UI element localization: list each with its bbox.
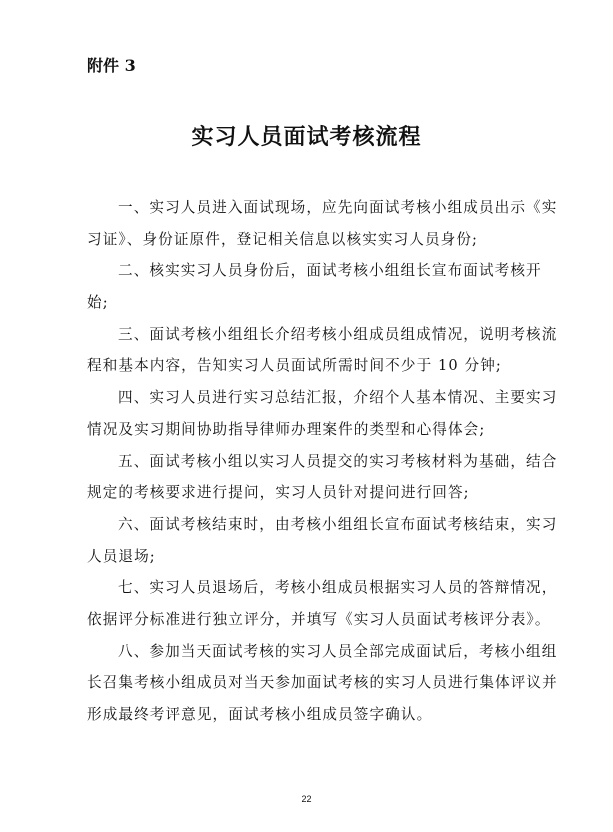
document-body bbox=[87, 196, 558, 735]
page-number: 22 bbox=[301, 794, 312, 804]
paragraph-line: 一、实习人员进入面试现场，应先向面试考核小组成员出示《实 bbox=[118, 199, 558, 216]
paragraph bbox=[87, 323, 558, 386]
paragraph-line: 二、核实实习人员身份后，面试考核小组组长宣布面试考核开 bbox=[118, 262, 542, 280]
paragraph bbox=[87, 450, 558, 513]
paragraph-line: 规定的考核要求进行提问，实习人员针对提问进行回答; bbox=[87, 484, 470, 502]
paragraph bbox=[87, 640, 558, 735]
paragraph-line: 五、面试考核小组以实习人员提交的实习考核材料为基础，结合 bbox=[118, 452, 558, 470]
paragraph-line: 六、面试考核结束时，由考核小组组长宣布面试考核结束，实习 bbox=[118, 515, 558, 533]
paragraph bbox=[87, 576, 558, 639]
paragraph bbox=[87, 196, 558, 259]
paragraph bbox=[87, 259, 542, 322]
paragraph-line: 四、实习人员进行实习总结汇报，介绍个人基本情况、主要实习 bbox=[118, 389, 558, 407]
paragraph bbox=[87, 386, 558, 449]
paragraph-line: 习证》、身份证原件，登记相关信息以核实实习人员身份; bbox=[87, 230, 479, 248]
paragraph-line: 程和基本内容，告知实习人员面试所需时间不少于 10 分钟; bbox=[87, 357, 502, 375]
attachment-label: 附件 3 bbox=[87, 56, 136, 75]
paragraph-line: 三、面试考核小组组长介绍考核小组成员组成情况，说明考核流 bbox=[118, 325, 558, 343]
paragraph-line: 形成最终考评意见，面试考核小组成员签字确认。 bbox=[87, 706, 433, 723]
document-title: 实习人员面试考核流程 bbox=[191, 124, 422, 150]
paragraph bbox=[87, 513, 558, 576]
paragraph-line: 始; bbox=[87, 294, 109, 312]
paragraph-line: 依据评分标准进行独立评分，并填写《实习人员面试考核评分表》。 bbox=[87, 610, 551, 628]
paragraph-line: 长召集考核小组成员对当天参加面试考核的实习人员进行集体评议并 bbox=[87, 674, 558, 692]
paragraph-line: 八、参加当天面试考核的实习人员全部完成面试后，考核小组组 bbox=[118, 642, 558, 660]
paragraph-line: 七、实习人员退场后，考核小组成员根据实习人员的答辩情况， bbox=[118, 579, 558, 597]
paragraph-line: 情况及实习期间协助指导律师办理案件的类型和心得体会; bbox=[87, 420, 486, 438]
paragraph-line: 人员退场; bbox=[87, 547, 156, 565]
